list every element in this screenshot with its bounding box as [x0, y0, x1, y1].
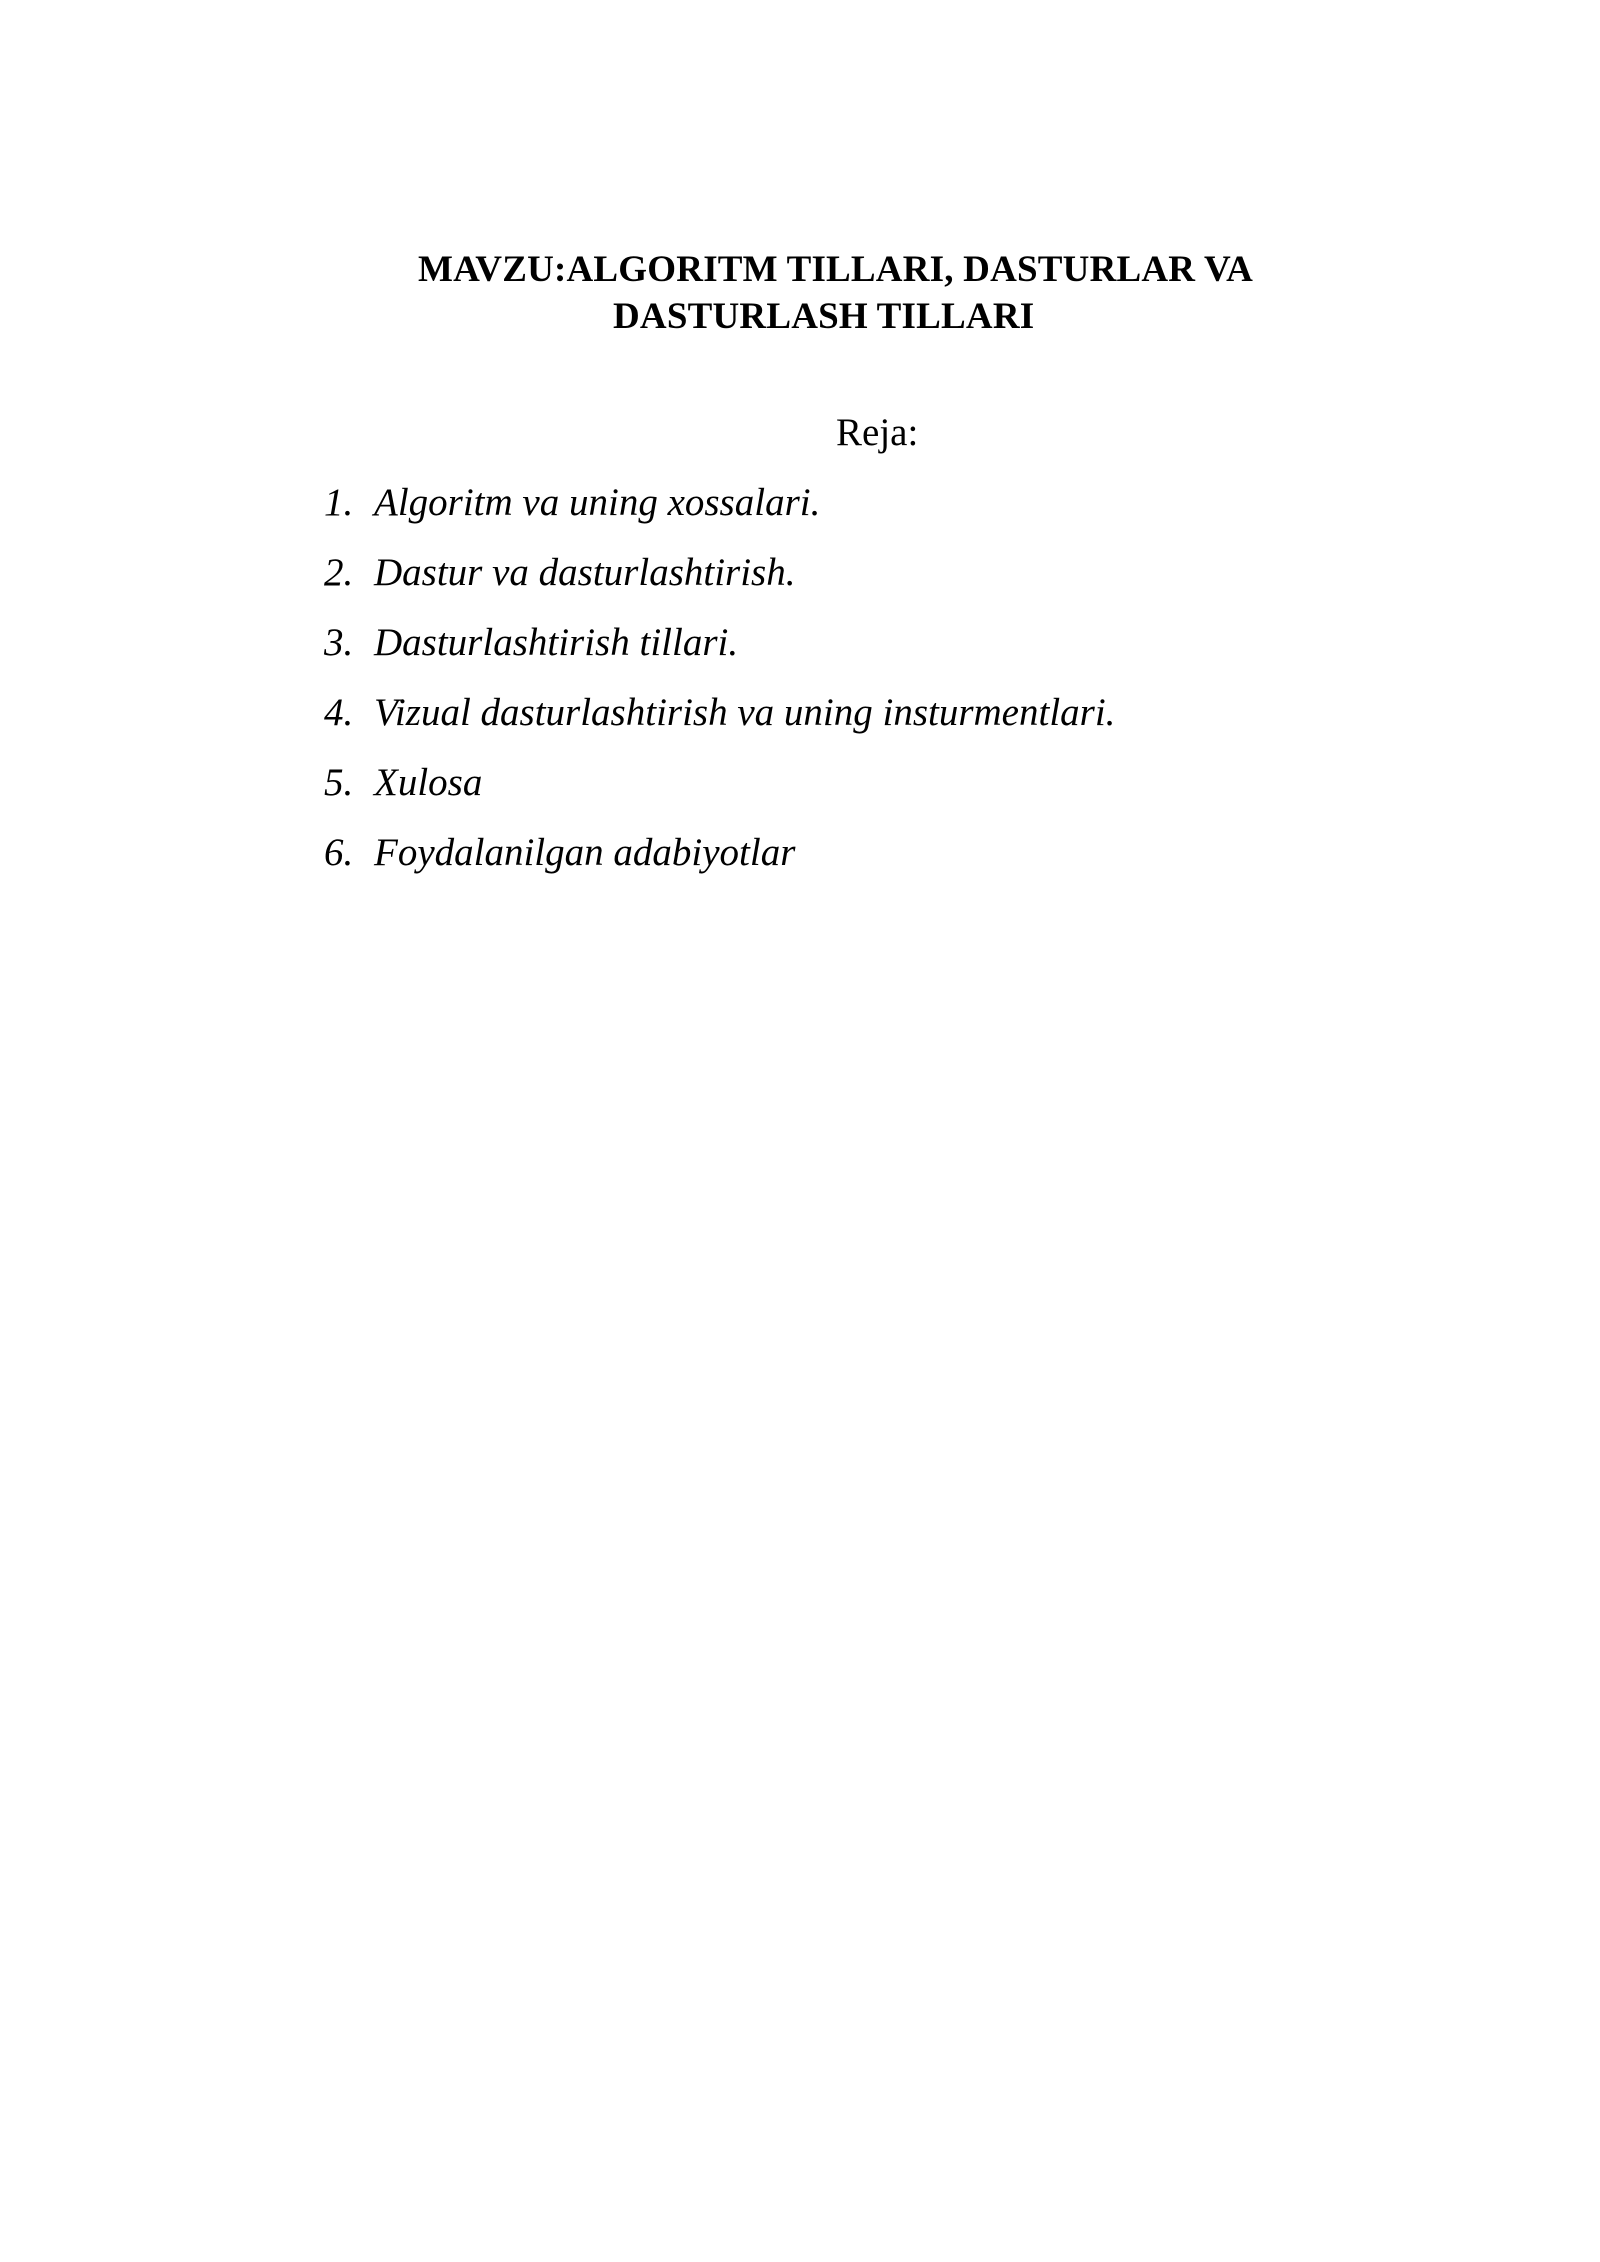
- plan-item: [324, 548, 1115, 618]
- plan-item: [324, 828, 1115, 898]
- plan-item-number: 5.: [324, 761, 354, 804]
- title-line-2: DASTURLASH TILLARI: [613, 296, 1035, 337]
- plan-item-text: Vizual dasturlashtirish va uning insturmentlari.: [374, 691, 1116, 734]
- plan-item: [324, 618, 1115, 688]
- plan-item-text: Dasturlashtirish tillari.: [374, 621, 739, 664]
- plan-heading: Reja:: [836, 411, 919, 454]
- plan-item-number: 2.: [324, 551, 354, 594]
- plan-item: [324, 688, 1115, 758]
- plan-item: [324, 758, 1115, 828]
- title-line-1: MAVZU:ALGORITM TILLARI, DASTURLAR VA: [418, 249, 1254, 290]
- plan-item-number: 6.: [324, 831, 354, 874]
- plan-item-text: Dastur va dasturlashtirish.: [374, 551, 796, 594]
- plan-item-text: Xulosa: [374, 761, 483, 804]
- plan-item: [324, 478, 1115, 548]
- plan-item-text: Foydalanilgan adabiyotlar: [374, 831, 796, 874]
- plan-item-text: Algoritm va uning xossalari.: [374, 481, 821, 524]
- plan-item-number: 4.: [324, 691, 354, 734]
- plan-list: [324, 478, 1115, 898]
- document-title: [330, 246, 1430, 340]
- plan-item-number: 1.: [324, 481, 354, 524]
- plan-item-number: 3.: [324, 621, 354, 664]
